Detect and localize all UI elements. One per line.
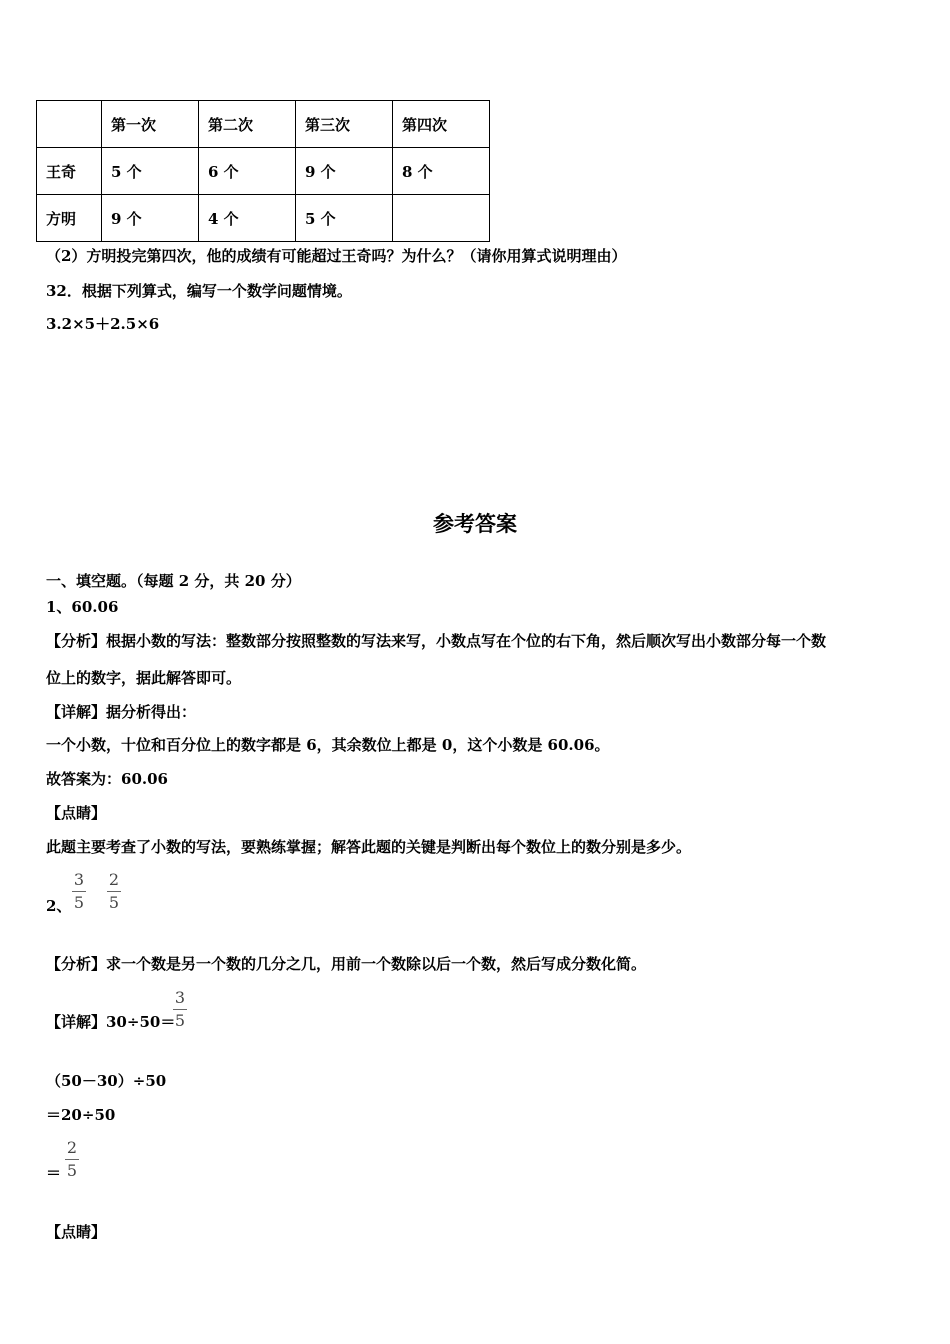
table-cell: 8 个	[393, 148, 490, 195]
table-cell: 9 个	[102, 195, 199, 242]
fraction	[173, 988, 187, 1031]
answer-1-detail: 【详解】据分析得出：	[46, 703, 197, 721]
fraction	[107, 870, 121, 913]
fraction-numerator: 3	[174, 988, 186, 1007]
fraction	[65, 1138, 79, 1181]
section-heading: 一、填空题。（每题 2 分，共 20 分）	[46, 572, 301, 590]
fraction-denominator: 5	[66, 1161, 78, 1180]
table-cell: 4 个	[199, 195, 296, 242]
table-cell	[37, 101, 102, 148]
fraction-numerator: 2	[108, 870, 120, 889]
fraction-numerator: 2	[66, 1138, 78, 1157]
table-cell: 6 个	[199, 148, 296, 195]
answer-1-comment-label: 【点睛】	[46, 804, 107, 822]
table-cell: 5 个	[296, 195, 393, 242]
score-table	[36, 100, 490, 242]
answer-1-comment: 此题主要考查了小数的写法，要熟练掌握；解答此题的关键是判断出每个数位上的数分别是多少。	[46, 838, 692, 856]
fraction-denominator: 5	[73, 893, 85, 912]
answer-2-step: ＝20÷50	[46, 1106, 116, 1124]
answer-2-comment-label: 【点睛】	[46, 1223, 107, 1241]
answer-title: 参考答案	[433, 511, 517, 536]
fraction-numerator: 3	[73, 870, 85, 889]
fraction-bar	[72, 891, 86, 892]
answer-1-final: 故答案为：60.06	[46, 770, 168, 788]
table-cell: 王奇	[37, 148, 102, 195]
answer-2-step-equals: ＝	[46, 1164, 62, 1182]
table-cell	[393, 195, 490, 242]
answer-2-detail: 【详解】30÷50＝	[46, 1013, 176, 1031]
answer-2-label: 2、	[46, 897, 72, 915]
table-row	[37, 148, 490, 195]
fraction	[72, 870, 86, 913]
answer-1-analysis-cont: 位上的数字，据此解答即可。	[46, 669, 242, 687]
fraction-denominator: 5	[108, 893, 120, 912]
table-cell: 第一次	[102, 101, 199, 148]
fraction-bar	[173, 1009, 187, 1010]
answer-1-label: 1、60.06	[46, 598, 119, 616]
table-row	[37, 195, 490, 242]
answer-2-step: （50－30）÷50	[46, 1072, 167, 1090]
fraction-bar	[65, 1159, 79, 1160]
table-cell: 9 个	[296, 148, 393, 195]
fraction-denominator: 5	[174, 1011, 186, 1030]
question-32-formula: 3.2×5＋2.5×6	[46, 315, 160, 333]
table-cell: 5 个	[102, 148, 199, 195]
question-2-text: （2）方明投完第四次，他的成绩有可能超过王奇吗？为什么？（请你用算式说明理由）	[46, 247, 627, 265]
table-header-row	[37, 101, 490, 148]
fraction-bar	[107, 891, 121, 892]
table-cell: 第三次	[296, 101, 393, 148]
table-cell: 第四次	[393, 101, 490, 148]
table-cell: 方明	[37, 195, 102, 242]
answer-1-explanation: 一个小数，十位和百分位上的数字都是 6，其余数位上都是 0，这个小数是 60.06。	[46, 736, 610, 754]
table-cell: 第二次	[199, 101, 296, 148]
question-32-text: 32．根据下列算式，编写一个数学问题情境。	[46, 282, 352, 300]
answer-2-analysis: 【分析】求一个数是另一个数的几分之几，用前一个数除以后一个数，然后写成分数化简。	[46, 955, 647, 973]
answer-1-analysis: 【分析】根据小数的写法：整数部分按照整数的写法来写，小数点写在个位的右下角，然后顺次写出小数部分每一个数	[46, 632, 827, 650]
